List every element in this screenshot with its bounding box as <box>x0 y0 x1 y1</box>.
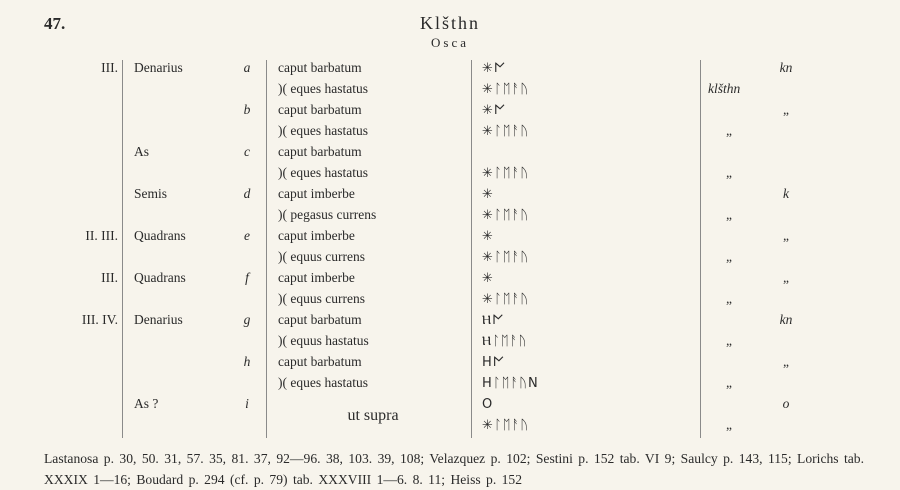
table-row <box>0 100 900 121</box>
legend-cell: ✳ <box>482 271 494 286</box>
denomination-cell: Quadrans <box>134 228 186 243</box>
letter-cell: a <box>243 60 251 75</box>
legend-cell: Ⲏᛚᛖᚨᚢ <box>482 334 528 349</box>
table-row <box>0 352 900 373</box>
legend-cell: Ⲏ𐌍 <box>482 313 505 328</box>
description-cell: caput imberbe <box>278 270 355 285</box>
legend-cell: ✳ᛚᛖᚨᚢ <box>482 250 530 265</box>
transcription-cell: „ <box>726 417 732 432</box>
transcription-cell: „ <box>783 270 789 285</box>
table-row <box>0 184 900 205</box>
transcription-cell: „ <box>726 333 732 348</box>
letter-cell: e <box>244 228 250 243</box>
description-cell: )( eques hastatus <box>278 123 368 138</box>
description-cell: caput barbatum <box>278 102 362 117</box>
legend-cell: ✳ᛚᛖᚨᚢ <box>482 418 530 433</box>
legend-cell: ✳ᛚᛖᚨᚢ <box>482 208 530 223</box>
transcription-cell: kn <box>779 312 793 327</box>
period-cell: II. III. <box>85 228 118 243</box>
period-cell: III. <box>101 270 118 285</box>
legend-cell: ✳𐌍 <box>482 61 507 76</box>
description-cell: )( equus currens <box>278 249 365 264</box>
denomination-cell: Semis <box>134 186 168 201</box>
transcription-cell: „ <box>783 228 789 243</box>
transcription-cell: „ <box>783 354 789 369</box>
transcription-cell: „ <box>726 291 732 306</box>
description-cell: )( equus currens <box>278 291 365 306</box>
transcription-cell: k <box>783 186 789 201</box>
letter-cell: g <box>243 312 251 327</box>
page-subtitle: Osca <box>431 35 469 50</box>
description-cell: )( eques hastatus <box>278 165 368 180</box>
transcription-cell: „ <box>726 123 732 138</box>
table-row <box>0 310 900 331</box>
page-title: Klšthn <box>419 13 480 33</box>
table-row <box>0 373 900 394</box>
page-number: 47. <box>44 14 66 33</box>
table-row <box>0 121 900 142</box>
legend-cell: ✳𐌍 <box>482 103 507 118</box>
table-row <box>0 163 900 184</box>
letter-cell: b <box>243 102 251 117</box>
legend-cell: ✳ᛚᛖᚨᚢ <box>482 124 530 139</box>
legend-cell: ✳ <box>482 187 494 202</box>
transcription-cell: „ <box>783 102 789 117</box>
table-row <box>0 79 900 100</box>
legend-cell: ✳ᛚᛖᚨᚢ <box>482 292 530 307</box>
description-cell: )( eques hastatus <box>278 375 368 390</box>
table-row <box>0 142 900 163</box>
transcription-cell: „ <box>726 165 732 180</box>
description-cell: caput imberbe <box>278 228 355 243</box>
table-row <box>0 289 900 310</box>
table-row <box>0 58 900 79</box>
description-cell: caput barbatum <box>278 312 362 327</box>
denomination-cell: Quadrans <box>134 270 186 285</box>
transcription-cell: klšthn <box>708 81 741 96</box>
legend-cell: HᛚᛖᚨᚢN <box>482 376 539 391</box>
transcription-cell: „ <box>726 375 732 390</box>
description-cell: )( pegasus currens <box>278 207 377 222</box>
letter-cell: c <box>244 144 250 159</box>
denomination-cell: As ? <box>134 396 159 411</box>
legend-cell: ✳ᛚᛖᚨᚢ <box>482 166 530 181</box>
table-row <box>0 205 900 226</box>
description-cell: )( eques hastatus <box>278 81 368 96</box>
ut-supra-note: ut supra <box>347 407 399 424</box>
description-cell: caput barbatum <box>278 144 362 159</box>
denomination-cell: As <box>134 144 150 159</box>
denomination-cell: Denarius <box>134 312 183 327</box>
references-paragraph: Lastanosa p. 30, 50. 31, 57. 35, 81. 37, 92—96. 38, 103. 39, 108; Velazquez p. 102; Sestini p. 152 tab. VI 9; Saulcy p. 143, 115; Lorichs tab. XXXIX 1—16; Boudard p. 294 (cf. p. 79) tab. XXXVIII 1—6. 8. 11; Heiss p. 152 <box>44 451 864 487</box>
denomination-cell: Denarius <box>134 60 183 75</box>
description-cell: )( equus hastatus <box>278 333 369 348</box>
table-row <box>0 226 900 247</box>
table-row <box>0 247 900 268</box>
transcription-cell: o <box>782 396 790 411</box>
period-cell: III. <box>101 60 118 75</box>
table-row <box>0 268 900 289</box>
transcription-cell: kn <box>779 60 793 75</box>
description-cell: caput barbatum <box>278 354 362 369</box>
legend-cell: ✳ᛚᛖᚨᚢ <box>482 82 530 97</box>
letter-cell: f <box>245 270 249 285</box>
transcription-cell: „ <box>726 249 732 264</box>
description-cell: caput barbatum <box>278 60 362 75</box>
table-row <box>0 331 900 352</box>
legend-cell: ✳ <box>482 229 494 244</box>
letter-cell: h <box>243 354 251 369</box>
letter-cell: d <box>243 186 251 201</box>
period-cell: III. IV. <box>81 312 118 327</box>
transcription-cell: „ <box>726 207 732 222</box>
letter-cell: i <box>245 396 249 411</box>
description-cell: caput imberbe <box>278 186 355 201</box>
legend-cell: O <box>482 397 494 412</box>
legend-cell: H𐌍 <box>482 355 506 370</box>
